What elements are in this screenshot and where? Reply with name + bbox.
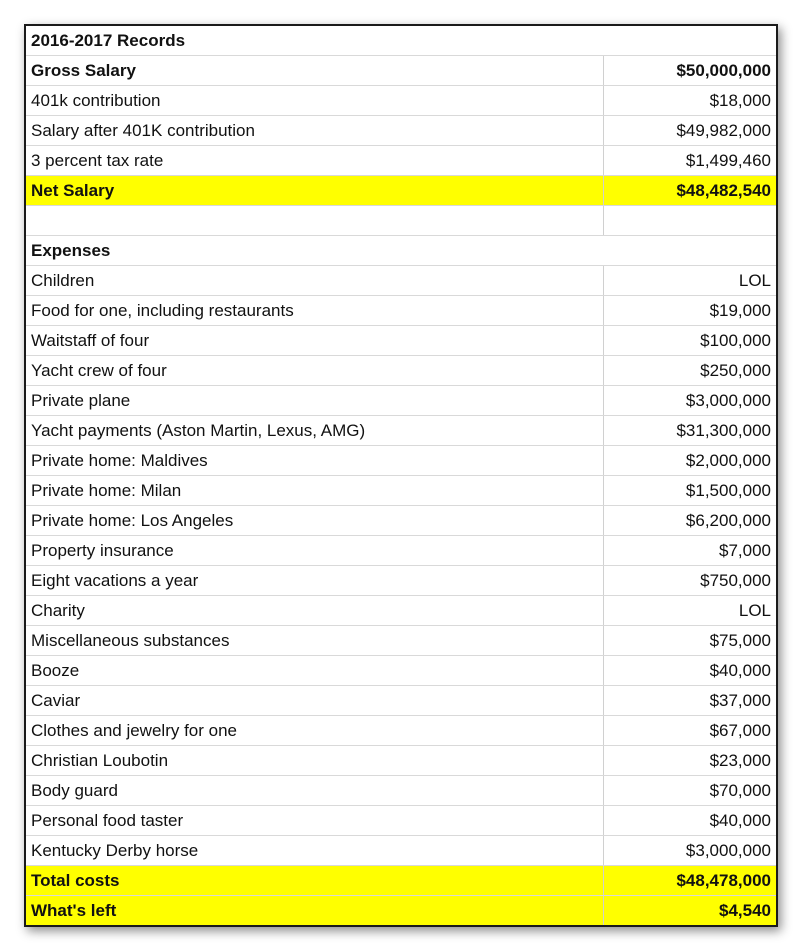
expenses-heading[interactable]: Expenses xyxy=(26,236,776,266)
spreadsheet xyxy=(24,24,778,927)
cell-label[interactable]: Salary after 401K contribution xyxy=(26,116,603,146)
expense-row xyxy=(26,356,776,386)
cell-label[interactable]: Net Salary xyxy=(26,176,603,206)
cell-label[interactable]: Eight vacations a year xyxy=(26,566,603,596)
cell-value[interactable]: $40,000 xyxy=(603,656,776,686)
cell-label[interactable]: Food for one, including restaurants xyxy=(26,296,603,326)
expense-row xyxy=(26,776,776,806)
expense-row xyxy=(26,506,776,536)
cell-value[interactable]: $3,000,000 xyxy=(603,836,776,866)
cell-value[interactable]: $1,499,460 xyxy=(603,146,776,176)
cell-label[interactable]: Total costs xyxy=(26,866,603,896)
title-row xyxy=(26,26,776,56)
cell-value[interactable]: $100,000 xyxy=(603,326,776,356)
cell-label[interactable]: Booze xyxy=(26,656,603,686)
expense-row xyxy=(26,806,776,836)
expenses-heading-row xyxy=(26,236,776,266)
cell-value[interactable]: $4,540 xyxy=(603,896,776,926)
expense-row xyxy=(26,446,776,476)
income-row-401k xyxy=(26,86,776,116)
empty-cell[interactable] xyxy=(26,206,603,236)
expense-row xyxy=(26,686,776,716)
cell-label[interactable]: Kentucky Derby horse xyxy=(26,836,603,866)
cell-value[interactable]: $75,000 xyxy=(603,626,776,656)
expense-row xyxy=(26,416,776,446)
whats-left-row xyxy=(26,896,776,926)
cell-label[interactable]: Body guard xyxy=(26,776,603,806)
cell-value[interactable]: $40,000 xyxy=(603,806,776,836)
cell-value[interactable]: LOL xyxy=(603,266,776,296)
cell-label[interactable]: Miscellaneous substances xyxy=(26,626,603,656)
cell-label[interactable]: Personal food taster xyxy=(26,806,603,836)
expense-row xyxy=(26,836,776,866)
expense-row xyxy=(26,266,776,296)
cell-label[interactable]: Waitstaff of four xyxy=(26,326,603,356)
expense-row xyxy=(26,536,776,566)
income-row-gross-salary xyxy=(26,56,776,86)
cell-label[interactable]: Christian Loubotin xyxy=(26,746,603,776)
cell-value[interactable]: $48,478,000 xyxy=(603,866,776,896)
expense-row xyxy=(26,476,776,506)
cell-value[interactable]: $18,000 xyxy=(603,86,776,116)
cell-label[interactable]: Private plane xyxy=(26,386,603,416)
expense-row xyxy=(26,386,776,416)
expense-row xyxy=(26,716,776,746)
total-costs-row xyxy=(26,866,776,896)
cell-value[interactable]: $19,000 xyxy=(603,296,776,326)
cell-value[interactable]: $48,482,540 xyxy=(603,176,776,206)
expense-row xyxy=(26,626,776,656)
expense-row xyxy=(26,326,776,356)
cell-label[interactable]: What's left xyxy=(26,896,603,926)
income-row-tax xyxy=(26,146,776,176)
cell-value[interactable]: $750,000 xyxy=(603,566,776,596)
cell-label[interactable]: Charity xyxy=(26,596,603,626)
expense-row xyxy=(26,296,776,326)
cell-value[interactable]: $3,000,000 xyxy=(603,386,776,416)
cell-value[interactable]: $67,000 xyxy=(603,716,776,746)
cell-label[interactable]: Private home: Maldives xyxy=(26,446,603,476)
income-row-after-401k xyxy=(26,116,776,146)
cell-value[interactable]: $6,200,000 xyxy=(603,506,776,536)
cell-value[interactable]: $70,000 xyxy=(603,776,776,806)
cell-label[interactable]: Yacht crew of four xyxy=(26,356,603,386)
cell-label[interactable]: Caviar xyxy=(26,686,603,716)
cell-value[interactable]: $2,000,000 xyxy=(603,446,776,476)
sheet-title[interactable]: 2016-2017 Records xyxy=(26,26,776,56)
cell-value[interactable]: $7,000 xyxy=(603,536,776,566)
cell-label[interactable]: Gross Salary xyxy=(26,56,603,86)
cell-label[interactable]: Private home: Milan xyxy=(26,476,603,506)
cell-value[interactable]: $50,000,000 xyxy=(603,56,776,86)
expense-row xyxy=(26,656,776,686)
cell-value[interactable]: $31,300,000 xyxy=(603,416,776,446)
expense-row xyxy=(26,566,776,596)
records-table xyxy=(26,26,776,925)
cell-value[interactable]: $49,982,000 xyxy=(603,116,776,146)
empty-row xyxy=(26,206,776,236)
expense-row xyxy=(26,596,776,626)
cell-label[interactable]: Property insurance xyxy=(26,536,603,566)
cell-value[interactable]: $23,000 xyxy=(603,746,776,776)
cell-value[interactable]: $37,000 xyxy=(603,686,776,716)
cell-label[interactable]: Private home: Los Angeles xyxy=(26,506,603,536)
cell-value[interactable]: $1,500,000 xyxy=(603,476,776,506)
cell-label[interactable]: Yacht payments (Aston Martin, Lexus, AMG) xyxy=(26,416,603,446)
cell-label[interactable]: 3 percent tax rate xyxy=(26,146,603,176)
cell-label[interactable]: Children xyxy=(26,266,603,296)
empty-cell[interactable] xyxy=(603,206,776,236)
cell-value[interactable]: $250,000 xyxy=(603,356,776,386)
cell-label[interactable]: 401k contribution xyxy=(26,86,603,116)
income-row-net-salary xyxy=(26,176,776,206)
cell-value[interactable]: LOL xyxy=(603,596,776,626)
cell-label[interactable]: Clothes and jewelry for one xyxy=(26,716,603,746)
expense-row xyxy=(26,746,776,776)
